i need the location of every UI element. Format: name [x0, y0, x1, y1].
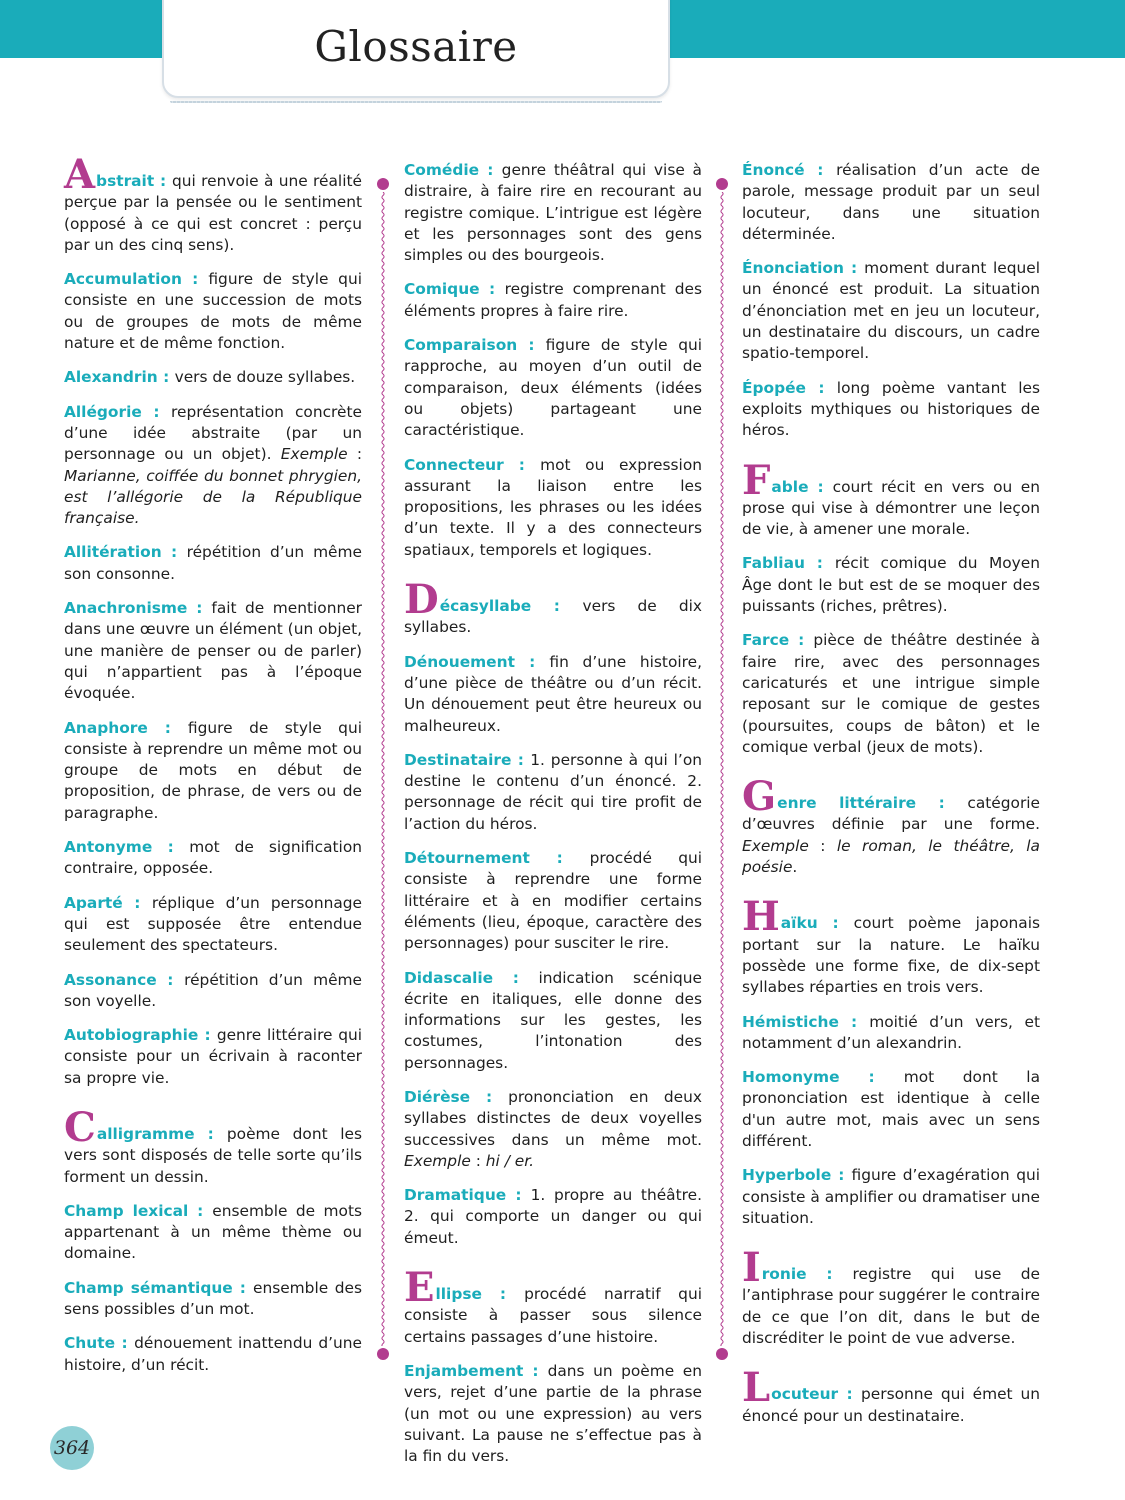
glossary-entry [404, 455, 702, 561]
glossary-definition: récit comique du Moyen Âge dont le but est de se moquer des puissants (riches, prêtres). [742, 554, 1040, 616]
glossary-entry [64, 1278, 362, 1321]
term-separator: : [187, 599, 212, 618]
glossary-definition: répétition d’un même son voyelle. [64, 970, 362, 1010]
divider-dot-top [377, 178, 389, 190]
glossary-definition: genre littéraire qui consiste pour un écrivain à raconter sa propre vie. [64, 1026, 363, 1087]
glossary-term: alligramme [96, 1124, 195, 1143]
glossary-term: Diérèse [404, 1087, 471, 1106]
glossary-entry [404, 160, 702, 266]
glossary-entry [404, 968, 702, 1074]
glossary-definition: procédé narratif qui consiste à passer sous silence certains passages d’une histoire. [404, 1285, 702, 1346]
glossary-definition: réplique d’un personnage qui est supposée être entendue seulement des spectateurs. [64, 893, 363, 955]
glossary-entry [64, 837, 362, 880]
glossary-entry [64, 542, 362, 585]
term-separator: : [806, 1265, 853, 1284]
title-tab [162, 0, 670, 98]
term-separator: : [194, 1124, 227, 1143]
glossary-entry [742, 1012, 1040, 1055]
glossary-term: Alexandrin [64, 368, 158, 387]
example-text: hi / er. [485, 1151, 535, 1170]
example-text: le roman, le théâtre, la poésie [742, 836, 1040, 877]
glossary-definition: 1. personne à qui l’on destine le contenu d’un énoncé. 2. personnage de récit qui tire profit de l’action du héros. [404, 750, 702, 833]
glossary-term: Antonyme [64, 838, 153, 857]
term-separator: : [198, 1026, 217, 1045]
section-initial-letter: C [64, 1103, 96, 1151]
header-band-left [0, 0, 175, 58]
glossary-definition: dénouement inattendu d’une histoire, d’un récit. [64, 1334, 362, 1374]
divider-dot-bottom [377, 1348, 389, 1360]
term-separator: : [531, 597, 583, 616]
glossary-entry [64, 1333, 362, 1376]
glossary-term: Épopée [742, 378, 806, 397]
section-initial-letter: D [404, 576, 439, 624]
term-separator: : [493, 968, 539, 987]
glossary-term: enre littéraire [777, 794, 917, 813]
term-separator: : [152, 838, 190, 857]
glossary-entry [742, 893, 1040, 998]
glossary-definition: figure d’exagération qui consiste à amplifier ou dramatiser une situation. [742, 1166, 1040, 1227]
glossary-entry [404, 652, 702, 737]
header-band-right [655, 0, 1125, 58]
glossary-entry [742, 378, 1040, 442]
glossary-entry [742, 1067, 1040, 1152]
glossary-definition: poème dont les vers sont disposés de telle sorte qu’ils forment un dessin. [64, 1124, 363, 1186]
glossary-term: Comparaison [404, 336, 518, 355]
divider-wave-line [715, 192, 729, 1346]
glossary-entry [64, 718, 362, 824]
glossary-term: Énoncé [742, 161, 805, 179]
term-separator: : [839, 1068, 904, 1087]
section-initial-letter: E [404, 1264, 435, 1312]
wave-path [721, 192, 723, 1346]
term-separator: : [115, 1334, 135, 1353]
term-separator: : [517, 336, 546, 355]
glossary-entry [404, 1264, 702, 1348]
column-divider-2 [715, 178, 729, 1360]
term-separator: : [188, 1201, 213, 1220]
glossary-definition: dans un poème en vers, rejet d’une partie de la phrase (un mot ou une expression) au vers suivant. La pause ne s’effectue pas à la fin du vers. [404, 1361, 702, 1466]
glossary-entry: Allégorie : représentation concrète d’une idée abstraite (par un personnage ou un objet). Exemple : Marianne, coiffée du bonnet phrygien, est l’allégorie de la République française. [64, 402, 363, 528]
glossary-entry [742, 1165, 1040, 1229]
term-separator: : [479, 161, 502, 179]
glossary-definition: indication scénique écrite en italiques, elle donne des informations sur les gestes, les costumes, l’intonation des personnages. [404, 968, 702, 1072]
glossary-entry [742, 1364, 1040, 1427]
glossary-definition: vers de dix syllabes. [404, 597, 702, 637]
glossary-term: Allitération [64, 543, 162, 562]
glossary-term: écasyllabe [439, 597, 532, 616]
glossary-term: Aparté [64, 893, 123, 912]
term-separator: : [161, 543, 187, 562]
glossary-definition: réalisation d’un acte de parole, message produit par un seul locuteur, dans une situation déterminée. [742, 161, 1041, 243]
page-number-badge [50, 1426, 94, 1470]
glossary-term: Accumulation [64, 270, 182, 289]
section-initial-letter: G [742, 773, 777, 821]
glossary-entry [404, 1185, 702, 1249]
glossary-definition: ensemble des sens possibles d’un mot. [64, 1278, 363, 1319]
glossary-term: ocuteur [771, 1385, 839, 1404]
page-number: 364 [53, 1437, 91, 1459]
term-separator: : [232, 1278, 253, 1297]
glossary-entry [64, 1201, 362, 1265]
term-separator: : [817, 914, 854, 933]
glossary-term: Fabliau [742, 554, 805, 573]
glossary-definition: fin d’une histoire, d’une pièce de théâtre ou d’un récit. Un dénouement peut être heureux ou malheureux. [404, 652, 702, 735]
glossary-definition: moitié d’un vers, et notamment d’un alexandrin. [742, 1012, 1040, 1052]
glossary-entry [742, 553, 1040, 617]
glossary-term: Enjambement [404, 1361, 524, 1380]
glossary-term: bstrait [96, 172, 155, 190]
glossary-definition: genre théâtral qui vise à distraire, à faire rire en recourant au registre comique. L’intrigue est légère et les personnages sont des gens simples ou des bourgeois. [404, 161, 702, 265]
example-text: Marianne, coiffée du bonnet phrygien, est l’allégorie de la République française. [64, 466, 362, 528]
section-initial-letter: F [742, 456, 771, 504]
glossary-definition: catégorie d’œuvres définie par une forme. [742, 794, 1041, 834]
glossary-term: Didascalie [404, 968, 494, 987]
glossary-term: Assonance [64, 970, 157, 989]
glossary-term: Champ sémantique [64, 1278, 233, 1297]
glossary-term: Homonyme [742, 1068, 840, 1087]
term-separator: : [122, 893, 152, 912]
term-separator: : [503, 455, 541, 474]
term-separator: : [481, 1285, 525, 1304]
glossary-term: Chute [64, 1334, 116, 1353]
term-separator: : [506, 1186, 531, 1205]
glossary-definition: court récit en vers ou en prose qui vise à démontrer une leçon de vie, à amener une morale. [742, 477, 1040, 539]
glossary-term: Comédie [404, 161, 480, 179]
term-separator: : [147, 718, 188, 737]
term-separator: : [479, 280, 505, 299]
term-separator: : [523, 1361, 548, 1380]
section-initial-letter: H [742, 893, 780, 941]
glossary-entry [742, 1244, 1040, 1349]
example-label: Exemple [404, 1151, 471, 1170]
glossary-term: Champ lexical [64, 1201, 189, 1220]
glossary-term: Détournement [404, 849, 530, 868]
term-separator: : [804, 161, 837, 179]
glossary-entry [64, 1025, 362, 1089]
divider-dot-bottom [716, 1348, 728, 1360]
glossary-definition: ensemble de mots appartenant à un même thème ou domaine. [64, 1201, 362, 1263]
glossary-entry [404, 1361, 702, 1467]
glossary-definition: pièce de théâtre destinée à faire rire, avec des personnages caricaturés et une intrigue simple reposant sur le comique de gestes (poursuites, coups de bâton) et le comique verbal (jeux de mots). [742, 631, 1040, 756]
glossary-entry [404, 335, 702, 441]
term-separator: : [156, 970, 185, 989]
glossary-term: Hyperbole [742, 1166, 832, 1185]
term-separator: : [806, 378, 837, 397]
glossary-term: able [771, 477, 809, 496]
divider-wave-line [376, 192, 390, 1346]
glossary-definition: figure de style qui rapproche, au moyen d’un outil de comparaison, deux éléments (idées ou objets) partageant une caractéristique. [404, 336, 702, 440]
term-separator: : [514, 652, 550, 671]
glossary-term: Dramatique [404, 1186, 507, 1205]
term-separator: : [529, 849, 590, 868]
example-label: Exemple [280, 445, 348, 464]
glossary-definition: mot ou expression assurant la liaison entre les propositions, les phrases ou les idées d’un texte. Il y a des connecteurs spatiaux, temporels et logiques. [404, 455, 703, 559]
glossary-definition: procédé qui consiste à reprendre une forme littéraire et à en modifier certains éléments (lieu, époque, caractère des personnages) pour susciter le rire. [404, 849, 702, 953]
entry-suffix: . [792, 858, 798, 877]
glossary-entry [742, 456, 1040, 541]
term-separator: : [916, 794, 968, 813]
glossary-definition: vers de douze syllabes. [174, 368, 356, 387]
term-separator: : [843, 259, 865, 278]
glossary-term: llipse [435, 1285, 482, 1304]
glossary-term: Autobiographie [64, 1026, 199, 1045]
glossary-entry [742, 258, 1040, 364]
glossary-definition: qui renvoie à une réalité perçue par la pensée ou le sentiment (opposé à ce qui est concret : perçu par un des cinq sens). [64, 172, 362, 254]
term-separator: : [141, 402, 172, 421]
glossary-term: Destinataire [404, 750, 512, 769]
glossary-definition: 1. propre au théâtre. 2. qui comporte un danger ou qui émeut. [404, 1186, 702, 1247]
term-separator: : [157, 368, 175, 387]
example-label: Exemple [742, 836, 809, 855]
divider-dot-top [716, 178, 728, 190]
section-initial-letter: I [742, 1244, 761, 1292]
term-separator: : [804, 554, 835, 573]
glossary-definition: figure de style qui consiste à reprendre un même mot ou groupe de mots en début de proposition, de phrase, de vers ou de paragraphe. [64, 718, 362, 822]
glossary-definition: mot dont la prononciation est identique à celle d'un autre mot, mais avec un sens différent. [742, 1068, 1040, 1150]
term-separator: : [470, 1087, 509, 1106]
term-separator: : [838, 1385, 862, 1404]
term-separator: : [154, 172, 172, 190]
glossary-term: ronie [761, 1265, 807, 1284]
glossary-entry [64, 1103, 363, 1188]
page-title: Glossaire [314, 22, 518, 71]
glossary-definition: représentation concrète d’une idée abstraite (par un personnage ou un objet). [64, 402, 363, 464]
section-initial-letter: L [742, 1364, 771, 1412]
term-separator: : [511, 750, 531, 769]
glossary-entry: Genre littéraire : catégorie d’œuvres définie par une forme. Exemple : le roman, le théâtre, la poésie. [742, 773, 1041, 877]
glossary-column-2 [404, 160, 702, 1480]
glossary-definition: registre comprenant des éléments propres à faire rire. [404, 280, 702, 320]
glossary-entry [64, 970, 362, 1013]
glossary-entry [404, 576, 702, 639]
glossary-column-1 [64, 151, 363, 1389]
column-divider-1 [376, 178, 390, 1360]
glossary-column-3 [742, 160, 1040, 1440]
glossary-definition: personne qui émet un énoncé pour un destinataire. [742, 1385, 1040, 1425]
glossary-entry [742, 630, 1040, 758]
glossary-definition: moment durant lequel un énoncé est produit. La situation d’énonciation met en jeu un locuteur, un destinataire du discours, un cadre spatio-temporel. [742, 259, 1041, 363]
glossary-entry [404, 848, 702, 954]
glossary-entry: Diérèse : prononciation en deux syllabes distinctes de deux voyelles successives dans un même mot. Exemple : hi / er. [404, 1087, 703, 1170]
glossary-entry [64, 269, 362, 354]
glossary-entry [404, 279, 702, 322]
glossary-entry [64, 893, 362, 957]
term-separator: : [838, 1012, 870, 1031]
glossary-term: Énonciation [742, 259, 844, 278]
glossary-definition: figure de style qui consiste en une succession de mots ou de groupes de mots de même nature et de même fonction. [64, 270, 362, 353]
glossary-entry [64, 151, 362, 256]
glossary-term: Hémistiche [742, 1012, 839, 1031]
glossary-term: Allégorie [64, 402, 142, 421]
glossary-definition: répétition d’un même son consonne. [64, 543, 362, 583]
term-separator: : [181, 270, 209, 289]
glossary-term: Comique [404, 280, 480, 299]
glossary-term: Anaphore [64, 718, 148, 737]
glossary-term: Anachronisme [64, 599, 188, 618]
glossary-definition: mot de signification contraire, opposée. [64, 838, 362, 878]
term-separator: : [789, 631, 814, 650]
glossary-entry [64, 367, 362, 388]
glossary-term: Farce [742, 631, 790, 650]
term-separator: : [831, 1166, 852, 1185]
section-initial-letter: A [64, 151, 96, 198]
glossary-definition: long poème vantant les exploits mythiques ou historiques de héros. [742, 378, 1040, 440]
wave-path [382, 192, 384, 1346]
glossary-definition: prononciation en deux syllabes distinctes de deux voyelles successives dans un même mot. [404, 1087, 703, 1149]
glossary-definition: court poème japonais portant sur la nature. Le haïku possède une forme fixe, de dix-sept syllabes réparties en trois vers. [742, 914, 1040, 997]
term-separator: : [808, 477, 833, 496]
glossary-term: Dénouement [404, 652, 515, 671]
glossary-term: Connecteur [404, 455, 504, 474]
glossary-entry [742, 160, 1040, 245]
glossary-entry [404, 750, 702, 835]
glossary-entry [64, 598, 362, 704]
glossary-definition: fait de mentionner dans une œuvre un élément (un objet, une manière de penser ou de parler) qui n’appartient pas à l’époque évoquée. [64, 599, 362, 703]
glossary-definition: registre qui use de l’antiphrase pour suggérer le contraire de ce que l’on dit, dans le but de discréditer le point de vue adverse. [742, 1265, 1040, 1348]
glossary-term: aïku [780, 914, 818, 933]
